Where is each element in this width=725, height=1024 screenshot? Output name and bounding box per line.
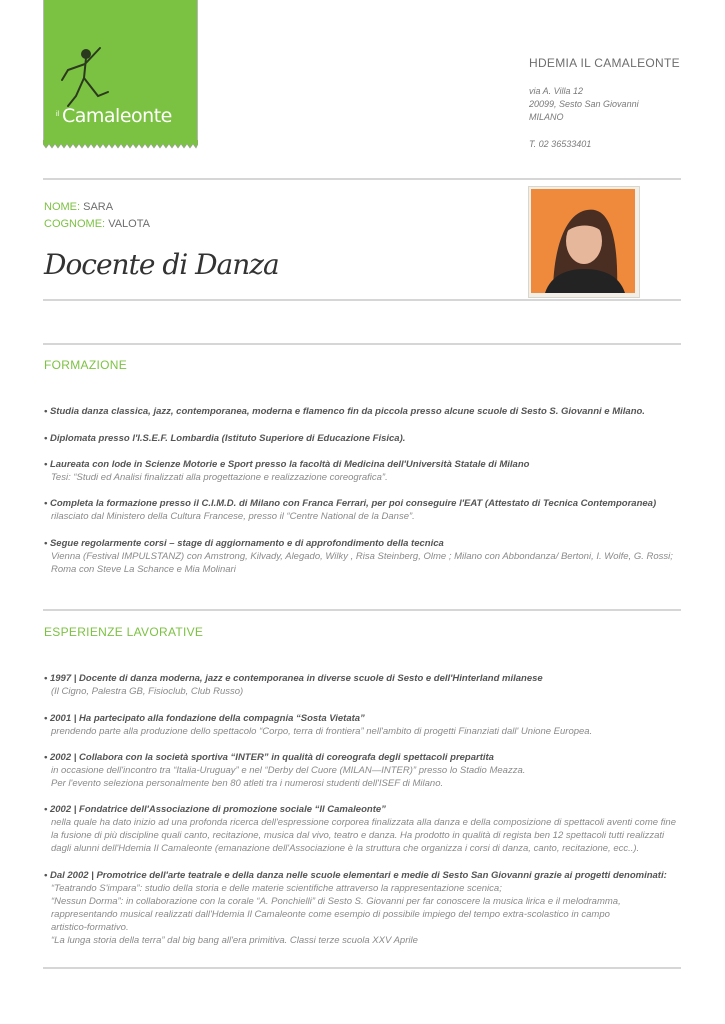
list-item (44, 458, 684, 484)
item-detail: dagli alunni dell'Hdemia Il Camaleonte (emanazione dell'Associazione è la struttura che organizza i corsi di danza, canto, recitazione, ecc..). (51, 843, 640, 854)
item-detail: rilasciato dal Ministero della Cultura Francese, presso il “Centre National de la Danse”. (51, 511, 415, 522)
item-detail: “La lunga storia della terra” dal big bang all'era primitiva. Classi terze scuola XXV Aprile (51, 935, 418, 946)
surname-label: COGNOME: (44, 218, 106, 230)
item-main: • 2001 | Ha partecipato alla fondazione della compagnia “Sosta Vietata” (44, 713, 365, 724)
item-detail: Roma con Steve La Schance e Mia Molinari (51, 564, 236, 575)
list-item (44, 803, 684, 855)
list-item (44, 537, 684, 576)
list-item (44, 497, 684, 523)
section-title-formazione: FORMAZIONE (44, 358, 127, 372)
item-detail: Per l'evento seleziona personalmente ben 80 atleti tra i numerosi studenti dell'ISEF di Milano. (51, 778, 444, 789)
list-item (44, 869, 684, 947)
item-detail: rappresentando musical realizzati dall'Hdemia Il Camaleonte come esempio di possibile impiego del tempo extra-scolastico in campo (51, 909, 610, 920)
item-main: • Studia danza classica, jazz, contemporanea, moderna e flamenco fin da piccola presso alcune scuole di Sesto S. Giovanni e Milano. (44, 406, 645, 417)
phone-number: T. 02 36533401 (529, 139, 592, 149)
list-item (44, 712, 684, 738)
logo-prefix: il (56, 111, 60, 118)
divider (43, 967, 681, 969)
surname-field (44, 218, 150, 230)
person-silhouette-icon (531, 189, 635, 293)
surname-value: VALOTA (108, 218, 150, 230)
divider (43, 609, 681, 611)
address-line: MILANO (529, 112, 564, 122)
item-main: • 2002 | Collabora con la società sportiva “INTER” in qualità di coreografa degli spettacoli prepartita (44, 752, 494, 763)
divider (43, 299, 681, 301)
section-title-esperienze: ESPERIENZE LAVORATIVE (44, 625, 204, 639)
logo-name: Camaleonte (62, 105, 172, 127)
item-detail: prendendo parte alla produzione dello spettacolo “Corpo, terra di frontiera” nell'ambito di progetti Finanziati dall' Unione Europea. (51, 726, 593, 737)
item-main: • 2002 | Fondatrice dell'Associazione di promozione sociale “Il Camaleonte” (44, 804, 386, 815)
item-detail: la fusione di più discipline quali canto, recitazione, musica dal vivo, teatro e danza. Ha prodotto in qualità di regista ben 12 spettacoli tutti realizzati (51, 830, 665, 841)
banner-zigzag-edge (43, 140, 198, 150)
name-field (44, 201, 113, 213)
list-item (44, 751, 684, 790)
item-detail: in occasione dell'incontro tra “Italia-Uruguay” e nel “Derby del Cuore (MILAN—INTER)” presso lo Stadio Meazza. (51, 765, 526, 776)
list-item (44, 405, 684, 418)
item-main: • Completa la formazione presso il C.I.M.D. di Milano con Franca Ferrari, per poi conseguire l'EAT (Attestato di Tecnica Contemporanea) (44, 498, 657, 509)
item-main: • Segue regolarmente corsi – stage di aggiornamento e di approfondimento della tecnica (44, 538, 444, 549)
item-main: • Laureata con lode in Scienze Motorie e Sport presso la facoltà di Medicina dell'Università Statale di Milano (44, 459, 530, 470)
address-line: via A. Villa 12 (529, 86, 584, 96)
organization-name: HDEMIA IL CAMALEONTE (529, 56, 680, 70)
list-item (44, 432, 684, 445)
name-value: SARA (83, 201, 114, 213)
item-detail: (Il Cigno, Palestra GB, Fisioclub, Club Russo) (51, 686, 244, 697)
role-title: Docente di Danza (44, 248, 279, 281)
item-main: • 1997 | Docente di danza moderna, jazz e contemporanea in diverse scuole di Sesto e dell'Hinterland milanese (44, 673, 543, 684)
item-detail: “Nessun Dorma”: in collaborazione con la corale “A. Ponchielli” di Sesto S. Giovanni per far conoscere la musica lirica e il melodramma, (51, 896, 621, 907)
divider (43, 343, 681, 345)
address-line: 20099, Sesto San Giovanni (529, 99, 639, 109)
name-label: NOME: (44, 201, 81, 213)
divider (43, 178, 681, 180)
list-item (44, 672, 684, 698)
item-detail: Vienna (Festival IMPULSTANZ) con Amstrong, Kilvady, Alegado, Wilky , Risa Steinberg, Olme ; Milano con Abbondanza/ Bertoni, I. Wolfe, G. Rossi; (51, 551, 673, 562)
item-detail: nella quale ha dato inizio ad una profonda ricerca dell'espressione corporea finalizzata alla danza e della composizione di spettacoli aventi come fine (51, 817, 676, 828)
item-main: • Dal 2002 | Promotrice dell'arte teatrale e della danza nelle scuole elementari e medie di Sesto San Giovanni grazie ai progetti denominati: (44, 870, 667, 881)
item-detail: artistico-formativo. (51, 922, 129, 933)
dancer-icon (56, 40, 116, 112)
item-detail: Tesi: “Studi ed Analisi finalizzati alla progettazione e realizzazione coreografica”. (51, 472, 388, 483)
item-detail: “Teatrando S'impara”: studio della storia e delle materie scientifiche attraverso la rappresentazione scenica; (51, 883, 502, 894)
portrait-photo (531, 189, 635, 293)
item-main: • Diplomata presso l'I.S.E.F. Lombardia (Istituto Superiore di Educazione Fisica). (44, 433, 406, 444)
